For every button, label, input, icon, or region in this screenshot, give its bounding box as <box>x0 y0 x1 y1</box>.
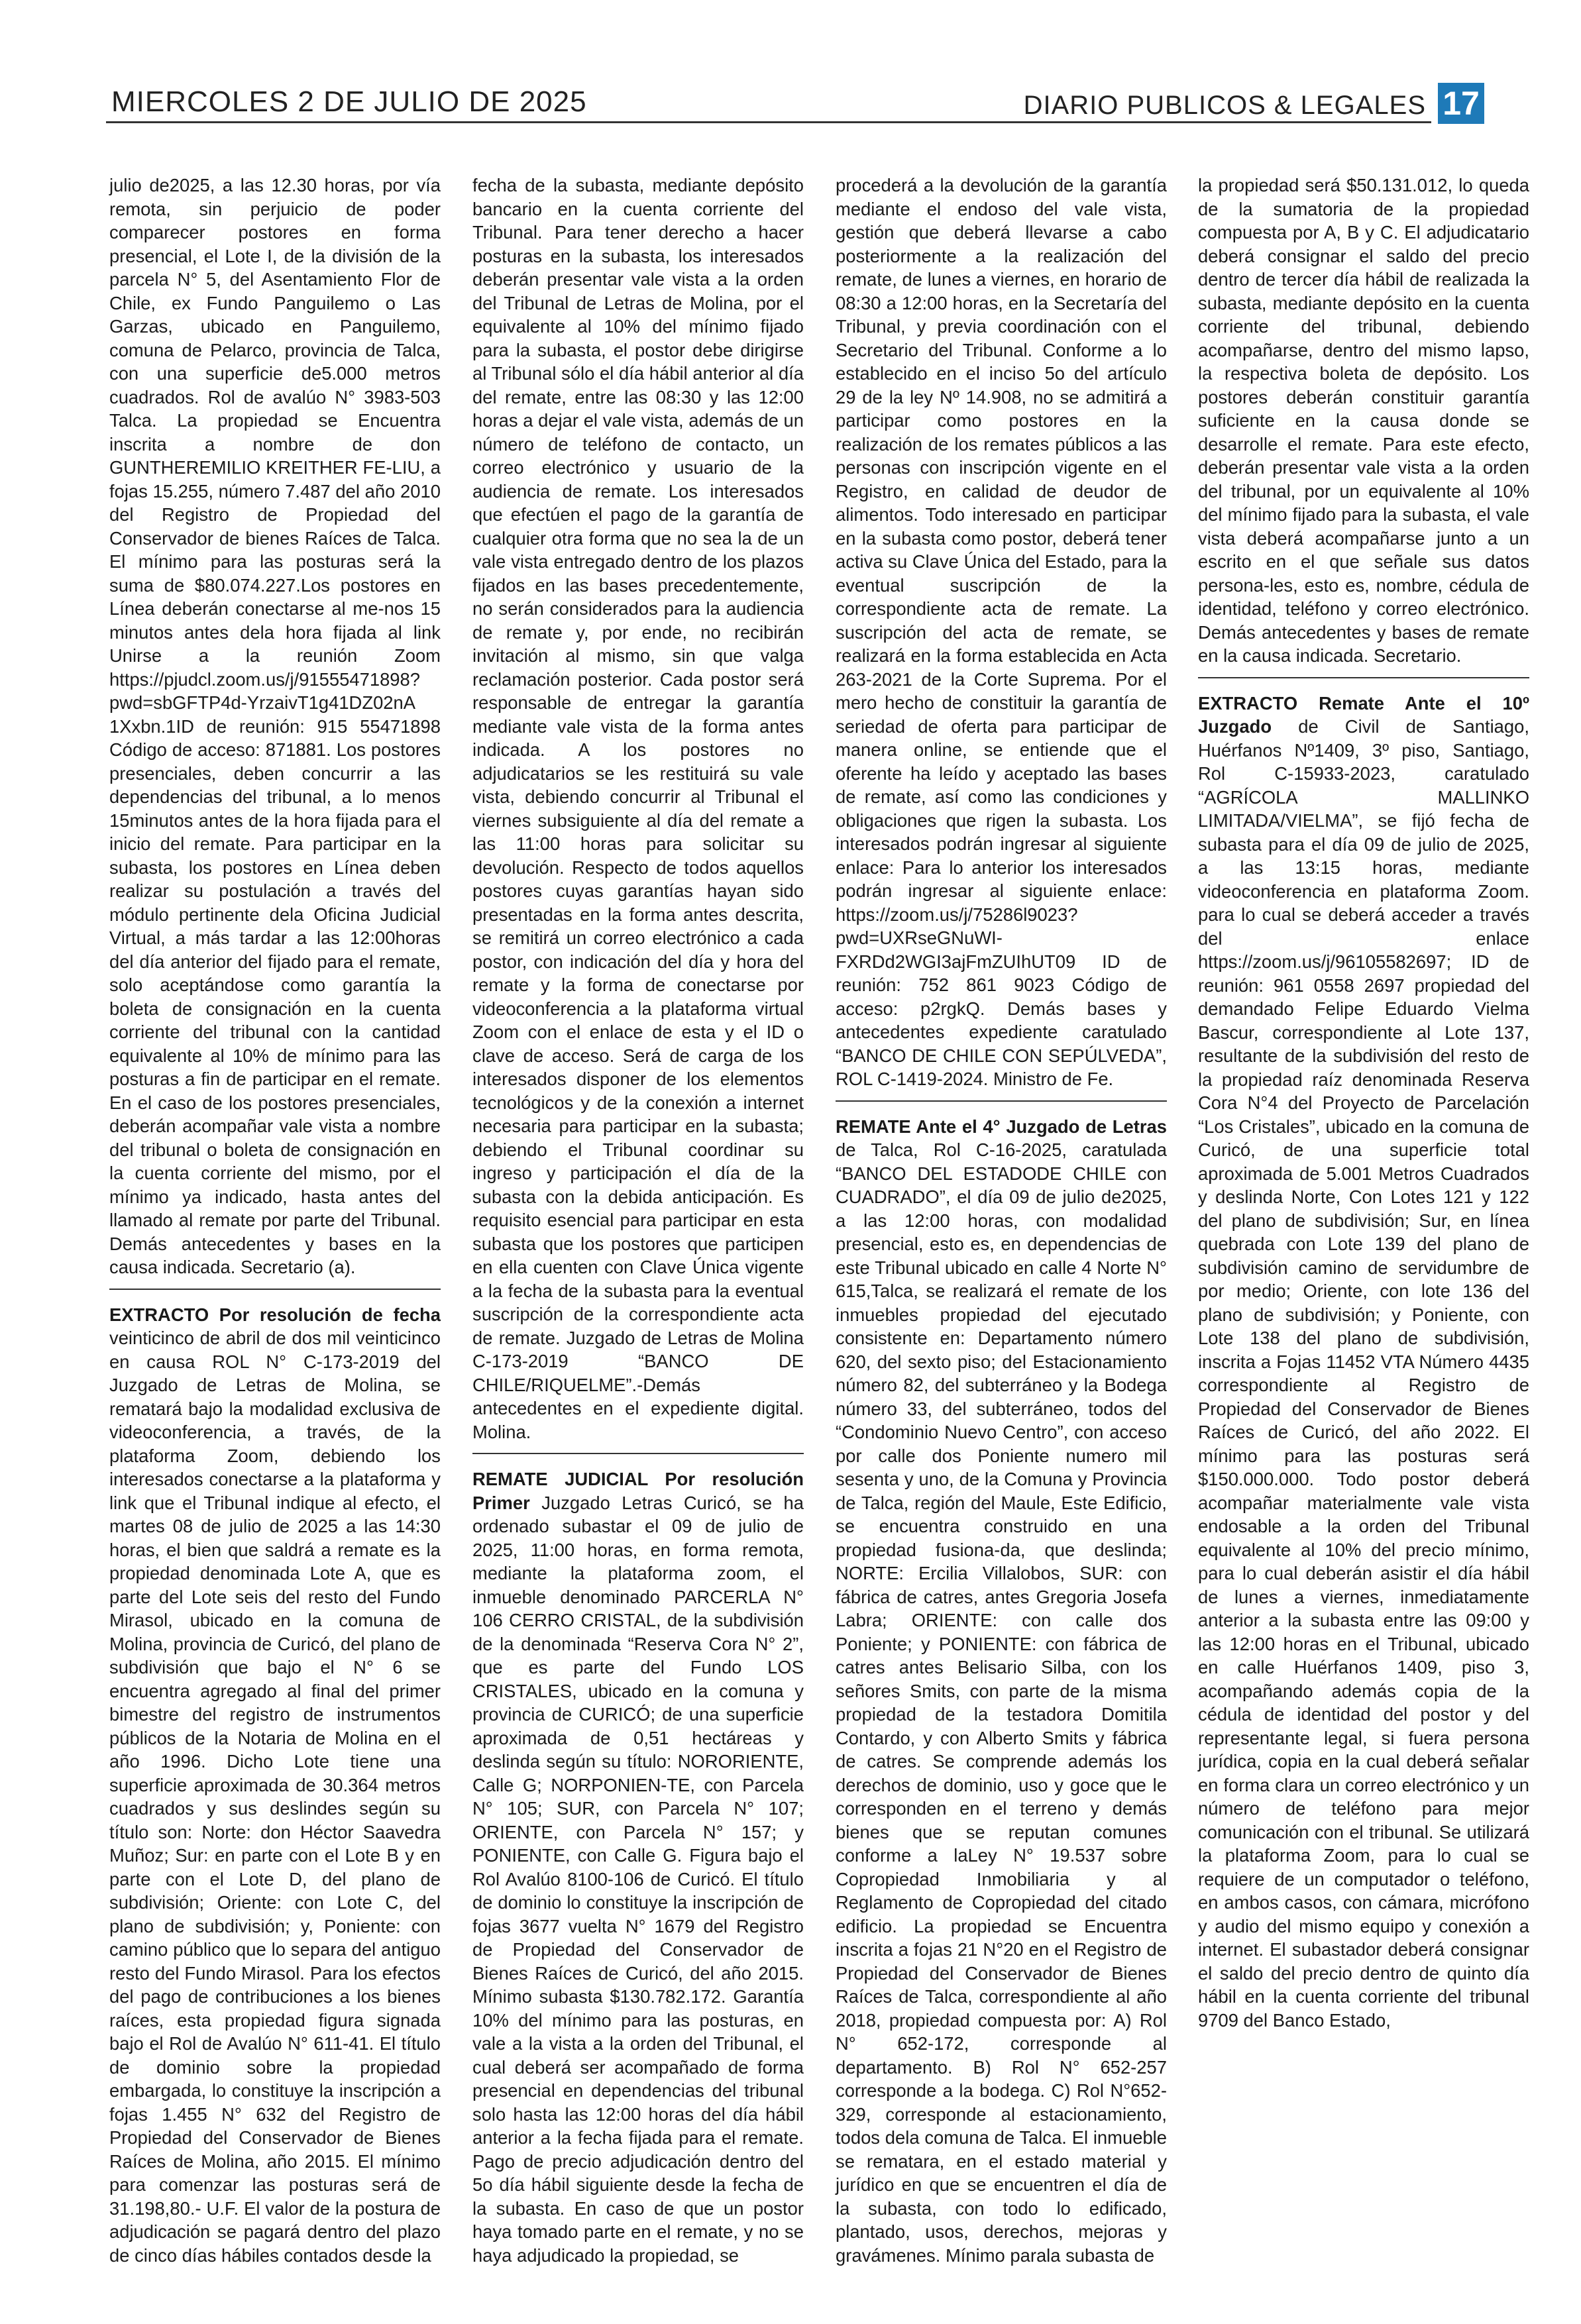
notice-3 <box>472 1467 804 2267</box>
column-1 <box>109 174 441 2267</box>
column-3 <box>836 174 1167 2267</box>
notice-3-lead: REMATE JUDICIAL Por resolución Primer <box>472 1469 804 1513</box>
notice-separator <box>109 1289 441 1290</box>
column-2 <box>472 174 804 2267</box>
notice-4 <box>836 1115 1167 2268</box>
notice-1 <box>109 174 441 1279</box>
notice-2-lead: EXTRACTO Por resolución de fecha <box>109 1304 441 1325</box>
notice-separator <box>472 1453 804 1454</box>
notice-separator <box>836 1100 1167 1102</box>
page-number-badge: 17 <box>1438 83 1484 124</box>
notice-1-body: julio de2025, a las 12.30 horas, por vía remota, sin perjuicio de poder comparecer postores en forma presencial, el Lote I, de la división de la parcela N° 5, del Asentamiento Flor de Chile, ex Fundo Panguilemo o Las Garzas, ubicado en Panguilemo, comuna de Pelarco, provincia de Talca, con una superficie de5.000 metros cuadrados. Rol de avalúo N° 3983-503 Talca. La propiedad se Encuentra inscrita a nombre de don GUNTHEREMILIO KREITHER FE-LIU, a fojas 15.255, número 7.487 del año 2010 del Registro de Propiedad del Conservador de bienes Raíces de Talca. El mínimo para las posturas será la suma de $80.074.227.Los postores en Línea deberán conectarse al me-nos 15 minutos antes dela hora fijada al link Unirse a la reunión Zoom https://pjudcl.zoom.us/j/91555471898?pwd=sbGFTP4d-YrzaivT1g41DZ02nA 1Xxbn.1ID de reunión: 915 55471898 Código de acceso: 871881. Los postores presenciales, deben concurrir a las dependencias del tribunal, a lo menos 15minutos antes de la hora fijada para el inicio del remate. Para participar en la subasta, los postores en Línea deben realizar su postulación a través del módulo pertinente dela Oficina Judicial Virtual, a más tardar a las 12:00horas del día anterior del fijado para el remate, solo aceptándose como garantía la boleta de consignación en la cuenta corriente del tribunal con la cantidad equivalente al 10% de mínimo para las posturas a fin de participar en el remate. En el caso de los postores presenciales, deberán acompañar vale vista a nombre del tribunal o boleta de consignación en la cuenta corriente del mismo, por el mínimo ya indicado, hasta antes del llamado al remate por parte del Tribunal. Demás antecedentes y bases en la causa indicada. Secretario (a). <box>109 175 441 1277</box>
notice-4-body: de Talca, Rol C-16-2025, caratulada “BANCO DEL ESTADODE CHILE con CUADRADO”, el día 09 de julio de2025, a las 12:00 horas, con modalidad presencial, esto es, en dependencias de este Tribunal ubicado en calle 4 Norte N° 615,Talca, se realizará el remate de los inmuebles propiedad del ejecutado consistente en: Departamento número 620, del sexto piso; del Estacionamiento número 82, del subterráneo y la Bodega número 33, del subterráneo, todos del “Condominio Nuevo Centro”, con acceso por calle dos Poniente numero mil sesenta y uno, de la Comuna y Provincia de Talca, región del Maule, Este Edificio, se encuentra construido en una propiedad fusiona-da, que deslinda; NORTE: Ercilia Villalobos, SUR: con fábrica de catres, antes Gregoria Josefa Labra; ORIENTE: con calle dos Poniente; y PONIENTE: con fábrica de catres antes Belisario Silba, con los señores Smits, con parte de la misma propiedad de la testadora Domitila Contardo, y con Alberto Smits y fábrica de catres. Se comprende además los derechos de dominio, uso y goce que le corresponden en el terreno y demás bienes que se reputan comunes conforme a laLey N° 19.537 sobre Copropiedad Inmobiliaria y al Reglamento de Copropiedad del citado edificio. La propiedad se Encuentra inscrita a fojas 21 N°20 en el Registro de Propiedad del Conservador de Bienes Raíces de Talca, correspondiente al año 2018, propiedad compuesta por: A) Rol N° 652-172, corresponde al departamento. B) Rol N° 652-257 corresponde a la bodega. C) Rol N°652-329, corresponde al estacionamiento, todos dela comuna de Talca. El inmueble se rematara, en el estado material y jurídico en que se encuentren el día de la subasta, con todo lo edificado, plantado, usos, derechos, mejoras y gravámenes. Mínimo parala subasta de <box>836 1139 1167 2266</box>
notice-2-body: veinticinco de abril de dos mil veinticinco en causa ROL N° C-173-2019 del Juzgado de Letras de Molina, se rematará bajo la modalidad exclusiva de videoconferencia, a través, de la plataforma Zoom, debiendo los interesados conectarse a la plataforma y link que el Tribunal indique al efecto, el martes 08 de julio de 2025 a las 14:30 horas, el bien que saldrá a remate es la propiedad denominada Lote A, que es parte del Lote seis del resto del Fundo Mirasol, ubicado en la comuna de Molina, provincia de Curicó, del plano de subdivisión que bajo el N° 6 se encuentra agregado al final del primer bimestre del registro de instrumentos públicos de la Notaria de Molina en el año 1996. Dicho Lote tiene una superficie aproximada de 30.364 metros cuadrados y sus deslindes según su título son: Norte: don Héctor Saavedra Muñoz; Sur: en parte con el Lote B y en parte con el Lote D, del plano de subdivisión; Oriente: con Lote C, del plano de subdivisión; y, Poniente: con camino público que lo separa del antiguo resto del Fundo Mirasol. Para los efectos del pago de contribuciones a los bienes raíces, esta propiedad figura signada bajo el Rol de Avalúo N° 611-41. El título de dominio sobre la propiedad embargada, lo constituye la inscripción a fojas 1.455 N° 632 del Registro de Propiedad del Conservador de Bienes Raíces de Molina, año 2015. El mínimo para comenzar las posturas será de 31.198,80.- U.F. El valor de la postura de adjudicación se pagará dentro del plazo de cinco días hábiles contados desde la <box>109 1328 441 2266</box>
notice-separator <box>1198 677 1529 678</box>
notice-3-body: procederá a la devolución de la garantía mediante el endoso del vale vista, gestión que deberá llevarse a cabo posteriormente a la realización del remate, de lunes a viernes, en horario de 08:30 a 12:00 horas, en la Secretaría del Tribunal, y previa coordinación con el Secretario del Tribunal. Conforme a lo establecido en el inciso 5o del artículo 29 de la ley Nº 14.908, no se admitirá a participar como postores en la realización de los remates públicos a las personas con inscripción vigente en el Registro, en calidad de deudor de alimentos. Todo interesado en participar en la subasta como postor, deberá tener activa su Clave Única del Estado, para la eventual suscripción de la correspondiente acta de remate. La suscripción del acta de remate, se realizará en la forma establecida en Acta 263-2021 de la Corte Suprema. Por el mero hecho de constituir la garantía de seriedad de oferta para participar de manera online, se entiende que el oferente ha leído y aceptado las bases de remate, así como las condiciones y obligaciones que rigen la subasta. Los interesados podrán ingresar al siguiente enlace: Para lo anterior los interesados podrán ingresar al siguiente enlace: https://zoom.us/j/75286l9023?pwd=UXRseGNuWI-FXRDd2WGI3ajFmZUIhUT09 ID de reunión: 752 861 9023 Código de acceso: p2rgkQ. Demás bases y antecedentes expediente caratulado “BANCO DE CHILE CON SEPÚLVEDA”, ROL C-1419-2024. Ministro de Fe. <box>836 175 1167 1089</box>
notice-3-body: Juzgado Letras Curicó, se ha ordenado subastar el 09 de julio de 2025, 11:00 horas, en forma remota, mediante la plataforma zoom, el inmueble denominado PARCERLA N° 106 CERRO CRISTAL, de la subdivisión de la denominada “Reserva Cora N° 2”, que es parte del Fundo LOS CRISTALES, ubicado en la comuna y provincia de CURICÓ; de una superficie aproximada de 0,51 hectáreas y deslinda según su título: NORORIENTE, Calle G; NORPONIEN-TE, con Parcela N° 105; SUR, con Parcela N° 107; ORIENTE, con Parcela N° 157; y PONIENTE, con Calle G. Figura bajo el Rol Avalúo 8100-106 de Curicó. El título de dominio lo constituye la inscripción de fojas 3677 vuelta N° 1679 del Registro de Propiedad del Conservador de Bienes Raíces de Curicó, del año 2015. Mínimo subasta $130.782.172. Garantía 10% del mínimo para las posturas, en vale a la vista a la orden del Tribunal, el cual deberá ser acompañado de forma presencial en dependencias del tribunal solo hasta las 12:00 horas del día hábil anterior a la fecha fijada para el remate. Pago de precio adjudicación dentro del 5o día hábil siguiente desde la fecha de la subasta. En caso de que un postor haya tomado parte en el remate, y no se haya adjudicado la propiedad, se <box>472 1492 804 2266</box>
page-header <box>106 83 1484 129</box>
notice-3-cont <box>836 174 1167 1091</box>
notice-5-body: de Civil de Santiago, Huérfanos Nº1409, 3º piso, Santiago, Rol C-15933-2023, caratulado “AGRÍCOLA MALLINKO LIMITADA/VIELMA”, se fijó fecha de subasta para el día 09 de julio de 2025, a las 13:15 horas, mediante videoconferencia en plataforma Zoom. para lo cual se deberá acceder a través del enlace https://zoom.us/j/96105582697; ID de reunión: 961 0558 2697 propiedad del demandado Felipe Eduardo Vielma Bascur, correspondiente al Lote 137, resultante de la subdivisión del resto de la propiedad raíz denominada Reserva Cora N°4 del Proyecto de Parcelación “Los Cristales”, ubicado en la comuna de Curicó, de una superficie total aproximada de 5.001 Metros Cuadrados y deslinda Norte, Con Lotes 121 y 122 del plano de subdivisión; Sur, en línea quebrada con Lote 139 del plano de subdivisión camino de servidumbre de por medio; Oriente, con lote 136 del plano de subdivisión; y Poniente, con Lote 138 del plano de subdivisión, inscrita a Fojas 11452 VTA Número 4435 correspondiente al Registro de Propiedad del Conservador de Bienes Raíces de Curicó, del año 2022. El mínimo para las posturas será $150.000.000. Todo postor deberá acompañar materialmente vale vista endosable a la orden del Tribunal equivalente al 10% del precio mínimo, para lo cual deberán asistir el día hábil de lunes a viernes, inmediatamente anterior a la subasta entre las 09:00 y las 12:00 horas en el Tribunal, ubicado en calle Huérfanos 1409, piso 3, acompañando además copia de la cédula de identidad del postor y del representante legal, si fuera persona jurídica, copia en la cual deberá señalar en forma clara un correo electrónico y un número de teléfono para mejor comunicación con el tribunal. Se utilizará la plataforma Zoom, para lo cual se requiere de un computador o teléfono, en ambos casos, con cámara, micrófono y audio del mismo equipo y conexión a internet. El subastador deberá consignar el saldo del precio dentro de quinto día hábil en la cuenta corriente del tribunal 9709 del Banco Estado, <box>1198 716 1529 2031</box>
issue-date: MIERCOLES 2 DE JULIO DE 2025 <box>111 85 587 118</box>
column-4 <box>1198 174 1529 2032</box>
publication-name: DIARIO PUBLICOS & LEGALES <box>1023 91 1426 120</box>
notice-2-cont <box>472 174 804 1444</box>
notice-4-cont <box>1198 174 1529 668</box>
notice-5 <box>1198 692 1529 2033</box>
notice-2-body: fecha de la subasta, mediante depósito bancario en la cuenta corriente del Tribunal. Para tener derecho a hacer posturas en la subasta, los interesados deberán presentar vale vista a la orden del Tribunal de Letras de Molina, por el equivalente al 10% del mínimo fijado para la subasta, el postor debe dirigirse al Tribunal sólo el día hábil anterior al día del remate, entre las 08:30 y las 12:00 horas a dejar el vale vista, además de un número de teléfono de contacto, un correo electrónico y usuario de la audiencia de remate. Los interesados que efectúen el pago de la garantía de cualquier otra forma que no sea la de un vale vista entregado dentro de los plazos fijados en las bases precedentemente, no serán considerados para la audiencia de remate y, por ende, no recibirán invitación al mismo, sin que valga reclamación posterior. Cada postor será responsable de entregar la garantía mediante vale vista de la forma antes indicada. A los postores no adjudicatarios se les restituirá su vale vista, debiendo concurrir al Tribunal el viernes subsiguiente al día del remate a las 11:00 horas para solicitar su devolución. Respecto de todos aquellos postores cuyas garantías hayan sido presentadas en la forma antes descrita, se remitirá un correo electrónico a cada postor, con indicación del día y hora del remate y la forma de conectarse por videoconferencia a la plataforma virtual Zoom con el enlace de esta y el ID o clave de acceso. Será de carga de los interesados disponer de los elementos tecnológicos y de la conexión a internet necesaria para participar en la subasta; debiendo el Tribunal coordinar su ingreso y participación el día de la subasta con la debida anticipación. Es requisito esencial para participar en esta subasta que los postores que participen en ella cuenten con Clave Única vigente a la fecha de la subasta para la eventual suscripción de la correspondiente acta de remate. Juzgado de Letras de Molina C-173-2019 “BANCO DE CHILE/RIQUELME”.-Demás antecedentes en el expediente digital. Molina. <box>472 175 804 1442</box>
notice-5-lead: EXTRACTO Remate Ante el 10º Juzgado <box>1198 692 1529 737</box>
notice-4-body: la propiedad será $50.131.012, lo queda de la sumatoria de la propiedad compuesta por A, B y C. El adjudicatario deberá consignar el saldo del precio dentro de tercer día hábil de realizada la subasta, mediante depósito en la cuenta corriente del tribunal, debiendo acompañarse, dentro del mismo lapso, la respectiva boleta de depósito. Los postores deberán constituir garantía suficiente en la causa donde se desarrolle el remate. Para este efecto, deberán presentar vale vista a la orden del tribunal, por un equivalente al 10% del mínimo fijado para la subasta, el vale vista deberá acompañarse junto a un escrito en el que señale sus datos persona-les, esto es, nombre, cédula de identidad, teléfono y correo electrónico. Demás antecedentes y bases de remate en la causa indicada. Secretario. <box>1198 175 1529 666</box>
header-rule <box>106 121 1431 123</box>
notice-4-lead: REMATE Ante el 4° Juzgado de Letras <box>836 1116 1167 1137</box>
notice-2 <box>109 1303 441 2268</box>
